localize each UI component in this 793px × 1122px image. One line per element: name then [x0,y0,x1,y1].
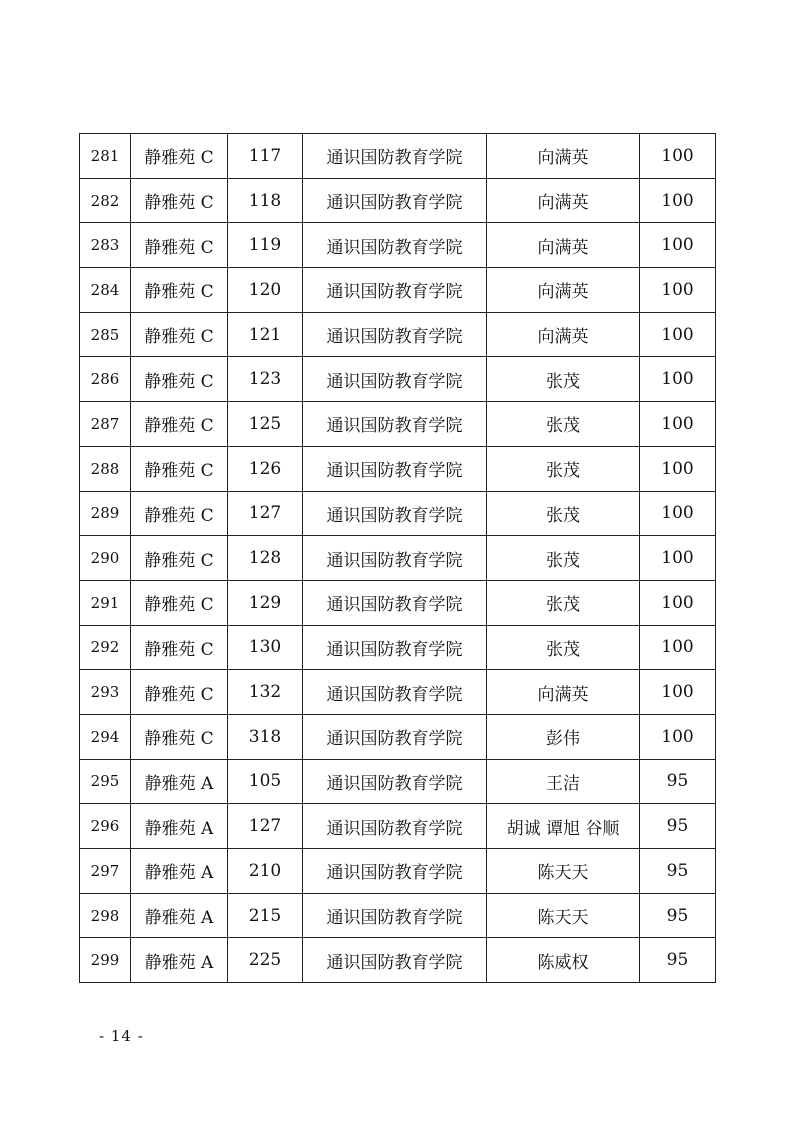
cell-building: 静雅苑 A [131,849,228,894]
cell-college: 通识国防教育学院 [303,536,487,581]
cell-counselor: 张茂 [487,625,640,670]
cell-number: 294 [80,714,131,759]
dormitory-score-table [79,133,716,983]
cell-college: 通识国防教育学院 [303,580,487,625]
cell-counselor: 胡诚 谭旭 谷顺 [487,804,640,849]
cell-counselor: 王洁 [487,759,640,804]
cell-score: 100 [640,223,716,268]
cell-number: 285 [80,312,131,357]
cell-number: 287 [80,402,131,447]
cell-number: 298 [80,893,131,938]
cell-room: 127 [228,804,303,849]
cell-room: 127 [228,491,303,536]
cell-building: 静雅苑 C [131,402,228,447]
cell-room: 128 [228,536,303,581]
cell-score: 95 [640,938,716,983]
cell-room: 121 [228,312,303,357]
cell-college: 通识国防教育学院 [303,312,487,357]
table-row [80,178,716,223]
table-row [80,446,716,491]
cell-college: 通识国防教育学院 [303,670,487,715]
cell-building: 静雅苑 C [131,268,228,313]
page-number: - 14 - [99,1027,144,1045]
cell-building: 静雅苑 C [131,625,228,670]
cell-building: 静雅苑 C [131,134,228,179]
cell-room: 225 [228,938,303,983]
cell-number: 284 [80,268,131,313]
cell-building: 静雅苑 C [131,223,228,268]
table-body [80,134,716,983]
cell-number: 286 [80,357,131,402]
cell-room: 119 [228,223,303,268]
cell-room: 123 [228,357,303,402]
cell-building: 静雅苑 A [131,804,228,849]
cell-number: 282 [80,178,131,223]
cell-counselor: 向满英 [487,134,640,179]
cell-college: 通识国防教育学院 [303,491,487,536]
cell-counselor: 向满英 [487,312,640,357]
cell-college: 通识国防教育学院 [303,625,487,670]
cell-college: 通识国防教育学院 [303,402,487,447]
table-row [80,312,716,357]
cell-building: 静雅苑 C [131,714,228,759]
cell-number: 288 [80,446,131,491]
cell-room: 125 [228,402,303,447]
cell-building: 静雅苑 C [131,178,228,223]
cell-building: 静雅苑 A [131,759,228,804]
cell-number: 281 [80,134,131,179]
cell-number: 291 [80,580,131,625]
cell-score: 95 [640,893,716,938]
cell-building: 静雅苑 C [131,312,228,357]
cell-college: 通识国防教育学院 [303,357,487,402]
cell-score: 95 [640,804,716,849]
cell-counselor: 张茂 [487,536,640,581]
cell-score: 100 [640,402,716,447]
cell-number: 292 [80,625,131,670]
cell-college: 通识国防教育学院 [303,804,487,849]
cell-counselor: 张茂 [487,357,640,402]
cell-counselor: 陈天天 [487,849,640,894]
cell-score: 100 [640,491,716,536]
cell-building: 静雅苑 C [131,670,228,715]
cell-college: 通识国防教育学院 [303,178,487,223]
table-row [80,491,716,536]
cell-number: 296 [80,804,131,849]
cell-score: 100 [640,357,716,402]
cell-room: 318 [228,714,303,759]
cell-college: 通识国防教育学院 [303,714,487,759]
cell-counselor: 向满英 [487,178,640,223]
cell-room: 118 [228,178,303,223]
table-row [80,849,716,894]
cell-counselor: 陈威权 [487,938,640,983]
cell-college: 通识国防教育学院 [303,893,487,938]
cell-score: 100 [640,178,716,223]
cell-counselor: 张茂 [487,446,640,491]
cell-building: 静雅苑 C [131,446,228,491]
cell-score: 95 [640,759,716,804]
cell-number: 283 [80,223,131,268]
table-row [80,670,716,715]
cell-building: 静雅苑 C [131,357,228,402]
cell-college: 通识国防教育学院 [303,759,487,804]
cell-score: 100 [640,714,716,759]
cell-college: 通识国防教育学院 [303,938,487,983]
table-row [80,402,716,447]
cell-number: 293 [80,670,131,715]
table-row [80,268,716,313]
table-row [80,357,716,402]
cell-counselor: 陈天天 [487,893,640,938]
cell-room: 210 [228,849,303,894]
cell-counselor: 向满英 [487,223,640,268]
cell-score: 95 [640,849,716,894]
cell-room: 215 [228,893,303,938]
cell-score: 100 [640,446,716,491]
cell-college: 通识国防教育学院 [303,223,487,268]
table-row [80,580,716,625]
cell-counselor: 彭伟 [487,714,640,759]
cell-score: 100 [640,670,716,715]
cell-score: 100 [640,580,716,625]
table-row [80,714,716,759]
cell-room: 132 [228,670,303,715]
cell-score: 100 [640,268,716,313]
cell-room: 105 [228,759,303,804]
cell-counselor: 向满英 [487,670,640,715]
table-row [80,893,716,938]
cell-college: 通识国防教育学院 [303,849,487,894]
table-row [80,759,716,804]
cell-counselor: 张茂 [487,580,640,625]
cell-score: 100 [640,312,716,357]
cell-room: 120 [228,268,303,313]
cell-room: 117 [228,134,303,179]
table-row [80,625,716,670]
cell-score: 100 [640,134,716,179]
cell-counselor: 向满英 [487,268,640,313]
table-row [80,223,716,268]
cell-number: 299 [80,938,131,983]
table-row [80,804,716,849]
cell-counselor: 张茂 [487,402,640,447]
cell-room: 129 [228,580,303,625]
table-row [80,938,716,983]
table-row [80,134,716,179]
cell-college: 通识国防教育学院 [303,446,487,491]
cell-room: 130 [228,625,303,670]
cell-college: 通识国防教育学院 [303,268,487,313]
cell-room: 126 [228,446,303,491]
cell-building: 静雅苑 A [131,893,228,938]
cell-building: 静雅苑 A [131,938,228,983]
cell-number: 289 [80,491,131,536]
cell-number: 295 [80,759,131,804]
cell-building: 静雅苑 C [131,536,228,581]
cell-college: 通识国防教育学院 [303,134,487,179]
cell-score: 100 [640,625,716,670]
cell-building: 静雅苑 C [131,580,228,625]
cell-number: 297 [80,849,131,894]
cell-building: 静雅苑 C [131,491,228,536]
table-row [80,536,716,581]
cell-counselor: 张茂 [487,491,640,536]
cell-score: 100 [640,536,716,581]
cell-number: 290 [80,536,131,581]
